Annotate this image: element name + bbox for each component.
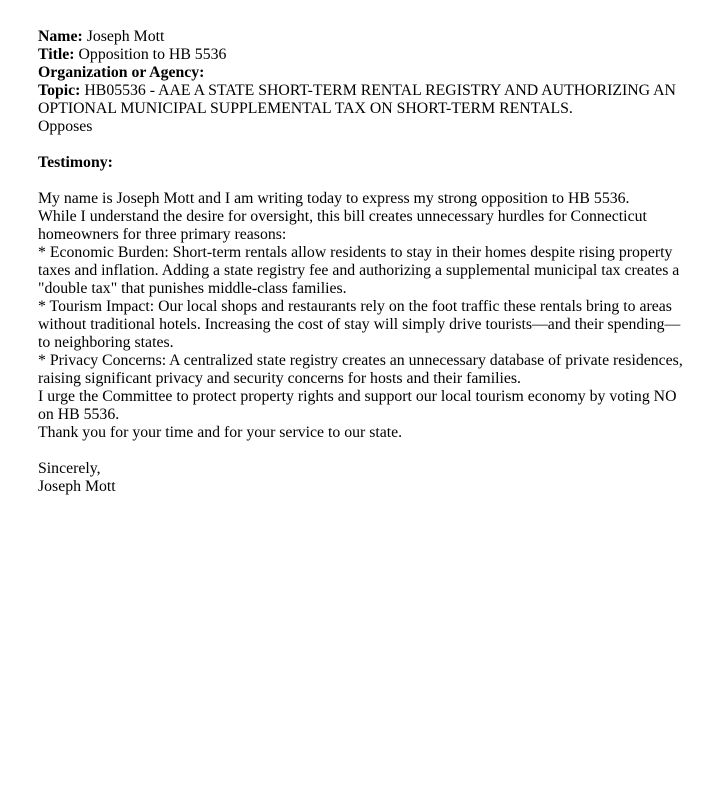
- testimony-line-tourism-impact: * Tourism Impact: Our local shops and restaurants rely on the foot traffic these rentals bring to areas without traditional hotels. Increasing the cost of stay will simply drive tourists—and their spending—to neighboring states.: [38, 298, 681, 351]
- position-statement: Opposes: [38, 118, 93, 135]
- field-title-label: Title:: [38, 46, 75, 63]
- field-title: [38, 46, 684, 64]
- testimony-line-privacy-concerns: * Privacy Concerns: A centralized state registry creates an unnecessary database of private residences, raising significant privacy and security concerns for hosts and their families.: [38, 352, 683, 387]
- field-topic-label: Topic:: [38, 82, 81, 99]
- field-organization-label: Organization or Agency:: [38, 64, 205, 81]
- blank-line: [38, 136, 684, 154]
- testimony-line-economic-burden: * Economic Burden: Short-term rentals allow residents to stay in their homes despite rising property taxes and inflation. Adding a state registry fee and authorizing a supplemental municipal tax creates a "double tax" that punishes middle-class families.: [38, 244, 680, 297]
- closing-valediction: Sincerely,: [38, 460, 101, 477]
- testimony-line-thanks: Thank you for your time and for your service to our state.: [38, 424, 403, 441]
- testimony-heading: Testimony:: [38, 154, 113, 171]
- field-organization: [38, 64, 684, 82]
- testimony-line-reasons: While I understand the desire for oversight, this bill creates unnecessary hurdles for Connecticut homeowners for three primary reasons:: [38, 208, 647, 243]
- closing-signature: Joseph Mott: [38, 478, 116, 495]
- field-name-value: Joseph Mott: [86, 28, 165, 45]
- field-topic-value: HB05536 - AAE A STATE SHORT-TERM RENTAL REGISTRY AND AUTHORIZING AN OPTIONAL MUNICIPAL SUPPLEMENTAL TAX ON SHORT-TERM RENTALS.: [38, 82, 676, 117]
- field-name-label: Name:: [38, 28, 83, 45]
- testimony-line-intro: My name is Joseph Mott and I am writing today to express my strong opposition to HB 5536.: [38, 190, 630, 207]
- field-topic: [38, 82, 684, 118]
- blank-line: [38, 442, 684, 460]
- document-text-block: [38, 28, 684, 496]
- field-title-value: Opposition to HB 5536: [78, 46, 227, 63]
- blank-line: [38, 172, 684, 190]
- testimony-line-urge: I urge the Committee to protect property rights and support our local tourism economy by voting NO on HB 5536.: [38, 388, 677, 423]
- field-name: [38, 28, 684, 46]
